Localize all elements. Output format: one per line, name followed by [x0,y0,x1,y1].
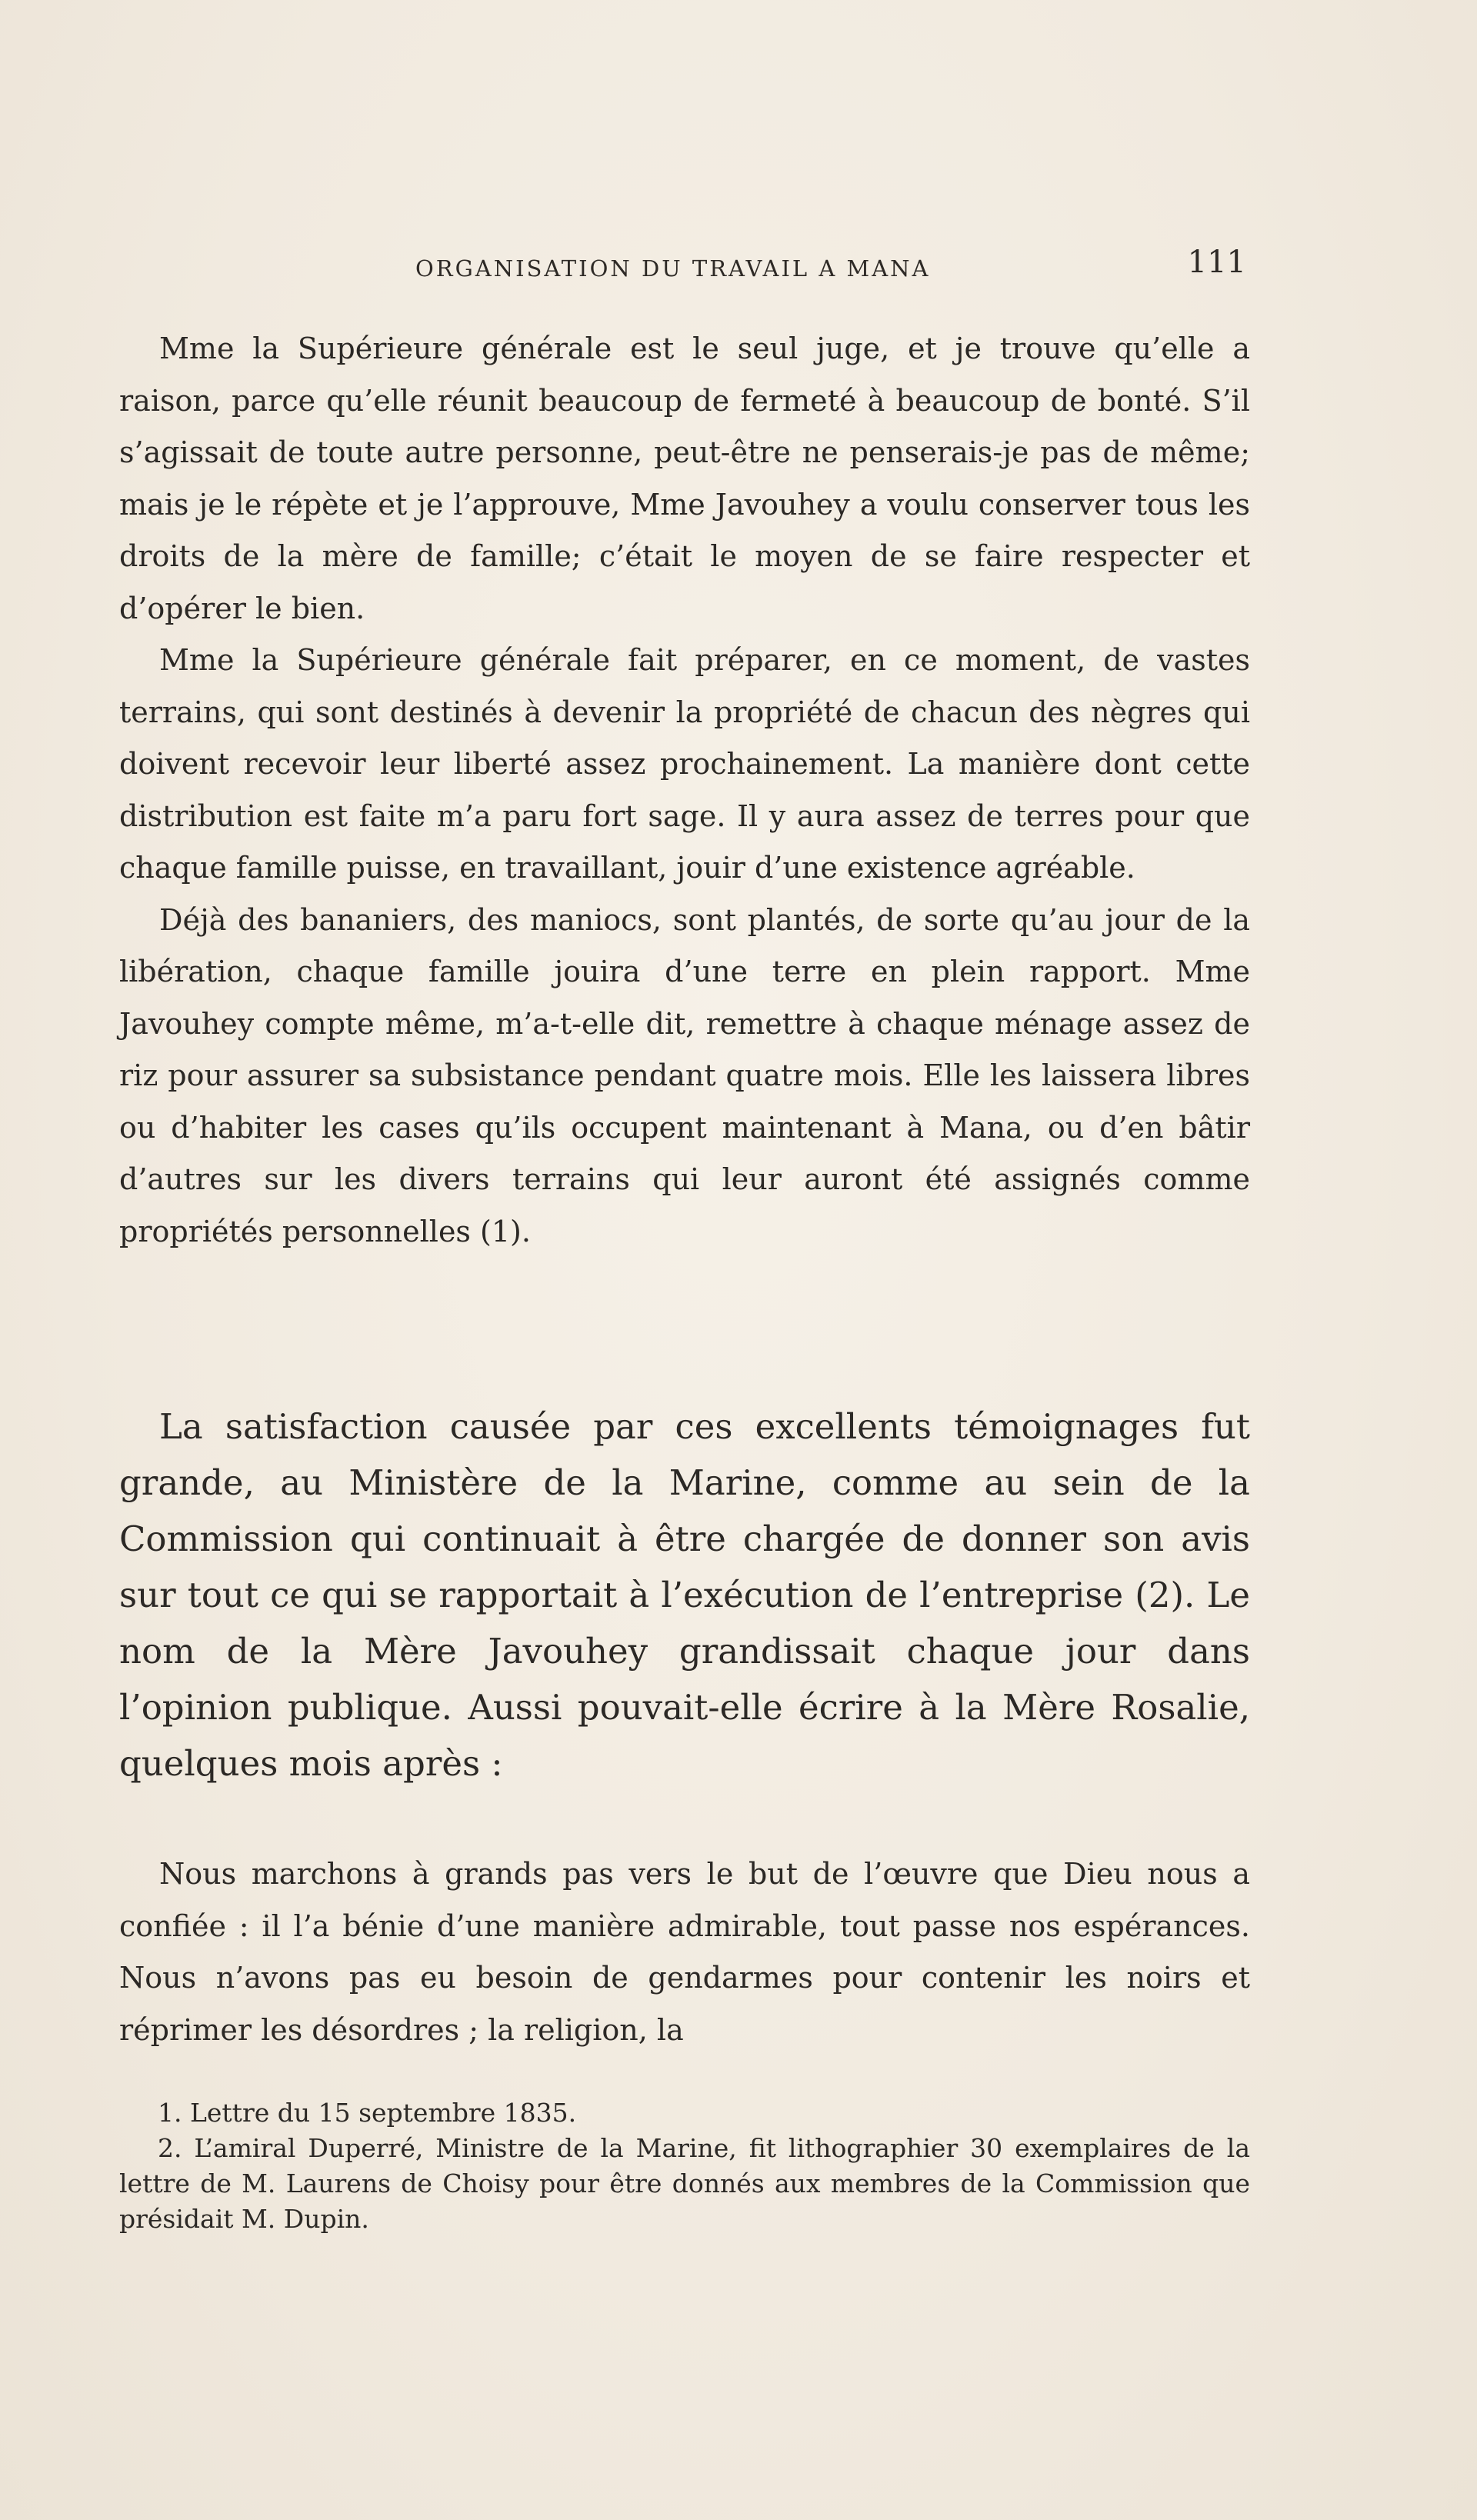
footnote: 2. L’amiral Duperré, Ministre de la Marine, fit lithographier 30 exemplaires de la lettre de M. Laurens de Choisy pour être donnés aux membres de la Commission que présidait M. Dupin. [119,2133,1250,2234]
quoted-letter-continuation [119,1848,1250,2056]
main-body-text [119,1398,1250,1792]
quote-paragraph: Mme la Supérieure générale est le seul juge, et je trouve qu’elle a raison, parce qu’elle réunit beaucoup de fermeté à beaucoup de bonté. S’il s’agissait de toute autre personne, peut-être ne penserais-je pas de même; mais je le répète et je l’approuve, Mme Javouhey a voulu conserver tous les droits de la mère de famille; c’était le moyen de se faire respecter et d’opérer le bien. [119,332,1250,625]
quoted-letter-excerpt [119,323,1250,1258]
body-paragraph: La satisfaction causée par ces excellents témoignages fut grande, au Ministère de la Marine, comme au sein de la Commission qui continuait à être chargée de donner son avis sur tout ce qui se rapportait à l’exécution de l’entreprise (2). Le nom de la Mère Javouhey grandissait chaque jour dans l’opinion publique. Aussi pouvait-elle écrire à la Mère Rosalie, quelques mois après : [119,1406,1250,1784]
quote-paragraph: Mme la Supérieure générale fait préparer, en ce moment, de vastes terrains, qui sont destinés à devenir la propriété de chacun des nègres qui doivent recevoir leur liberté assez prochainement. La manière dont cette distribution est faite m’a paru fort sage. Il y aura assez de terres pour que chaque famille puisse, en travaillant, jouir d’une existence agréable. [119,643,1250,885]
running-title: ORGANISATION DU TRAVAIL A MANA [415,255,931,282]
footnote: 1. Lettre du 15 septembre 1835. [158,2098,577,2128]
quote-paragraph: Nous marchons à grands pas vers le but de l’œuvre que Dieu nous a confiée : il l’a bénie d’une manière admirable, tout passe nos espérances. Nous n’avons pas eu besoin de gendarmes pour contenir les noirs et réprimer les désordres ; la religion, la [119,1857,1250,2047]
page-number: 111 [1187,245,1246,280]
running-header [123,245,1246,291]
footnotes [119,2095,1250,2237]
quote-paragraph: Déjà des bananiers, des maniocs, sont plantés, de sorte qu’au jour de la libération, chaque famille jouira d’une terre en plein rapport. Mme Javouhey compte même, m’a-t-elle dit, remettre à chaque ménage assez de riz pour assurer sa subsistance pendant quatre mois. Elle les laissera libres ou d’habiter les cases qu’ils occupent maintenant à Mana, ou d’en bâtir d’autres sur les divers terrains qui leur auront été assignés comme propriétés personnelles (1). [119,902,1250,1248]
